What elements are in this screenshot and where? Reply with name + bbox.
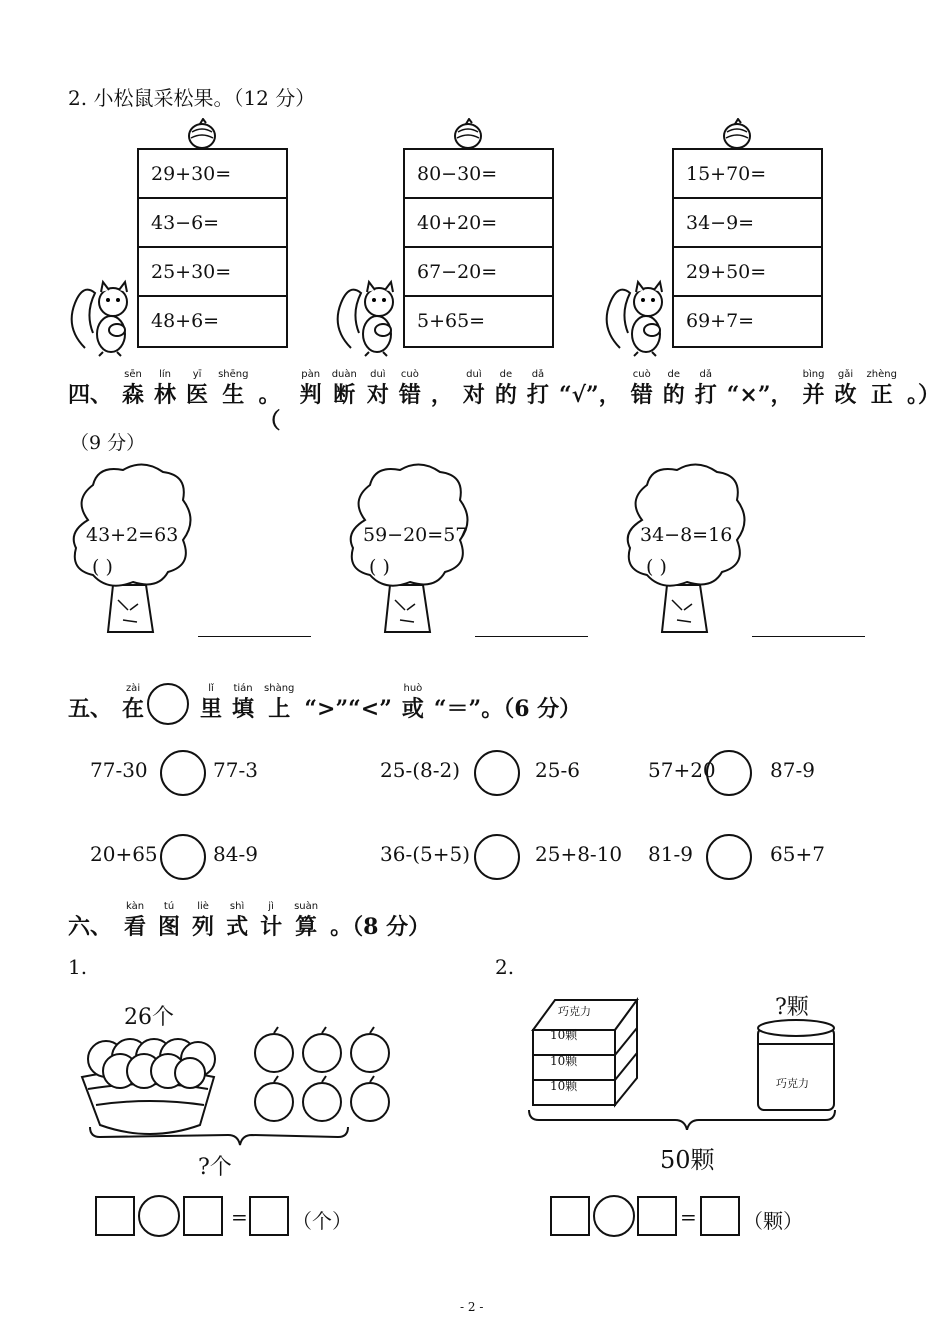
pinyin: de — [667, 369, 680, 380]
pinyin: bìng — [802, 369, 825, 380]
hanzi: 列 — [192, 914, 215, 940]
section6-title — [68, 900, 442, 940]
hanzi: 森 — [122, 382, 145, 408]
tree-icon — [622, 460, 752, 640]
q2-number: 2. — [495, 955, 515, 979]
equation-cell[interactable]: 40+20= — [405, 199, 552, 248]
hanzi: “>”“<” — [304, 696, 392, 722]
q1-number: 1. — [68, 955, 88, 979]
pinyin: dǎ — [531, 369, 545, 380]
pinyin: tú — [163, 901, 175, 912]
jar-question: ?颗 — [775, 995, 809, 1020]
correction-line[interactable] — [475, 636, 588, 637]
title-char — [122, 368, 144, 434]
pinyin: lǐ — [208, 683, 214, 694]
title-char — [434, 682, 581, 722]
equation-cell[interactable]: 80−30= — [405, 150, 552, 199]
pinecone-icon — [182, 118, 222, 150]
pinyin: huò — [403, 683, 423, 694]
title-char — [907, 368, 940, 434]
equation-cell[interactable]: 43−6= — [139, 199, 286, 248]
pinyin: duì — [466, 369, 482, 380]
title-char — [232, 682, 254, 722]
judge-paren[interactable]: ( ) — [369, 556, 390, 578]
equation-cell[interactable]: 29+30= — [139, 150, 286, 199]
title-char — [68, 900, 112, 940]
title-char — [122, 682, 144, 722]
pinyin: zài — [125, 683, 141, 694]
title-char — [258, 368, 289, 434]
hanzi: 。） — [906, 382, 940, 408]
hanzi: 。（ — [258, 382, 281, 434]
title-circle — [147, 683, 189, 725]
title-char — [402, 682, 424, 722]
pinyin: gǎi — [837, 369, 854, 380]
compare-left: 57+20 — [648, 758, 716, 782]
jar-icon — [758, 1028, 834, 1110]
compare-left: 20+65 — [90, 842, 158, 866]
hanzi: 正 — [870, 382, 893, 408]
compare-circle[interactable] — [706, 750, 752, 796]
title-char — [68, 368, 112, 434]
hanzi: 判 — [299, 382, 322, 408]
apples-illustration — [78, 1025, 408, 1195]
title-char — [835, 368, 857, 434]
compare-right: 65+7 — [770, 842, 825, 866]
page-number: - 2 - — [460, 1300, 484, 1314]
compare-right: 84-9 — [213, 842, 258, 866]
equation-cell[interactable]: 25+30= — [139, 248, 286, 297]
tree-icon — [345, 460, 475, 640]
hanzi: 打 — [694, 382, 717, 408]
title-char — [154, 368, 176, 434]
pinyin: shàng — [264, 683, 295, 694]
pinyin: liè — [197, 901, 209, 912]
pinyin: dǎ — [699, 369, 712, 380]
section4-title — [68, 368, 950, 434]
title-char — [68, 682, 112, 722]
title-char — [304, 682, 391, 722]
compare-left: 81-9 — [648, 842, 693, 866]
jar-label: 巧克力 — [776, 1077, 809, 1090]
hanzi: 或 — [401, 696, 424, 722]
hanzi: 的 — [662, 382, 685, 408]
compare-right: 25-6 — [535, 758, 580, 782]
box-lid-label: 巧克力 — [558, 1005, 591, 1018]
title-char — [527, 368, 549, 434]
hanzi: 医 — [186, 382, 209, 408]
pinyin: cuò — [632, 369, 651, 380]
hanzi: 改 — [834, 382, 857, 408]
hanzi: 上 — [268, 696, 291, 722]
tree-equation: 59−20=57 — [363, 524, 468, 546]
compare-left: 77-30 — [90, 758, 148, 782]
hanzi: 断 — [333, 382, 356, 408]
hanzi: 填 — [232, 696, 255, 722]
title-char — [264, 682, 294, 722]
title-char — [294, 900, 318, 940]
tree-equation: 43+2=63 — [86, 524, 179, 546]
basket-label: 26个 — [124, 1005, 174, 1030]
equation-cell[interactable]: 15+70= — [674, 150, 821, 199]
basket-apples — [88, 1039, 215, 1088]
equation-cell[interactable]: 5+65= — [417, 310, 486, 332]
section5-title-b — [200, 682, 591, 722]
tree-icon — [68, 460, 198, 640]
title-char — [867, 368, 897, 434]
title-char — [803, 368, 825, 434]
equation-cell[interactable]: 67−20= — [405, 248, 552, 297]
hanzi: 并 — [802, 382, 825, 408]
title-char — [192, 900, 214, 940]
equation-cell[interactable]: 69+7= — [686, 310, 755, 332]
title-char — [495, 368, 517, 434]
q2-answer-box-1[interactable] — [550, 1196, 590, 1236]
box-row-1: 10颗 — [550, 1028, 578, 1042]
q2-answer-box-2[interactable] — [637, 1196, 677, 1236]
compare-circle[interactable] — [474, 834, 520, 880]
title-char — [158, 900, 180, 940]
hanzi: 对 — [366, 382, 389, 408]
hanzi: 图 — [158, 914, 181, 940]
hanzi: 看 — [124, 914, 147, 940]
compare-right: 77-3 — [213, 758, 258, 782]
hanzi: 生 — [222, 382, 245, 408]
squirrel-icon — [331, 278, 401, 358]
compare-left: 36-(5+5) — [380, 842, 471, 866]
hanzi: “√”， — [558, 382, 621, 408]
hanzi: 六、 — [68, 914, 113, 940]
judge-paren[interactable]: ( ) — [646, 556, 667, 578]
title-char — [399, 368, 421, 434]
pinyin: pàn — [301, 369, 321, 380]
compare-circle[interactable] — [160, 834, 206, 880]
title-char — [631, 368, 653, 434]
q2-total-label: 50颗 — [660, 1146, 715, 1174]
q2-brace — [529, 1110, 835, 1130]
equation-cell[interactable]: 34−9= — [674, 199, 821, 248]
q1-total-label: ?个 — [198, 1155, 232, 1180]
hanzi: 对 — [462, 382, 485, 408]
pinyin: shì — [229, 901, 245, 912]
pinecone-column-3 — [672, 148, 823, 348]
title-char — [463, 368, 485, 434]
hanzi: “×”， — [726, 382, 793, 408]
title-char — [330, 900, 430, 940]
squirrel-icon — [600, 278, 670, 358]
title-char — [663, 368, 685, 434]
hanzi: ， — [430, 382, 453, 408]
title-char — [727, 368, 793, 434]
q1-operator-circle[interactable] — [138, 1195, 180, 1237]
pinyin: zhèng — [866, 369, 897, 380]
pinyin: duàn — [331, 369, 357, 380]
pinyin: yī — [192, 369, 202, 380]
pinyin: kàn — [125, 901, 145, 912]
q1-equals: = — [231, 1205, 248, 1229]
q2-answer-box-3[interactable] — [700, 1196, 740, 1236]
hanzi: 算 — [295, 914, 318, 940]
hanzi: 式 — [226, 914, 249, 940]
correction-line[interactable] — [198, 636, 311, 637]
title-char — [431, 368, 453, 434]
hanzi: 错 — [630, 382, 653, 408]
q2-equals: = — [680, 1205, 697, 1229]
q1-answer-box-3[interactable] — [249, 1196, 289, 1236]
hanzi: 。（8 分） — [330, 914, 431, 940]
hanzi: 错 — [398, 382, 421, 408]
title-char — [226, 900, 248, 940]
section2-heading: 2. 小松鼠采松果。（12 分） — [68, 86, 316, 110]
title-char — [300, 368, 322, 434]
equation-cell[interactable]: 48+6= — [151, 310, 220, 332]
hanzi: 计 — [260, 914, 283, 940]
pinyin: lín — [159, 369, 171, 380]
title-char — [332, 368, 357, 434]
hanzi: “＝”。（6 分） — [433, 696, 582, 722]
title-char — [695, 368, 717, 434]
pinyin: cuò — [400, 369, 419, 380]
pinyin: de — [499, 369, 513, 380]
pinecone-column-1 — [137, 148, 288, 348]
compare-right: 25+8-10 — [535, 842, 623, 866]
pinyin: duì — [370, 369, 386, 380]
hanzi: 四、 — [68, 382, 113, 408]
title-char — [218, 368, 248, 434]
compare-right: 87-9 — [770, 758, 815, 782]
hanzi: 五、 — [68, 696, 113, 722]
compare-circle[interactable] — [474, 750, 520, 796]
title-char — [200, 682, 222, 722]
q1-unit: （个） — [292, 1209, 352, 1233]
compare-left: 25-(8-2) — [380, 758, 461, 782]
box-row-2: 10颗 — [550, 1054, 578, 1068]
q2-unit: （颗） — [743, 1209, 803, 1233]
pinyin: sēn — [124, 369, 142, 380]
hanzi: 林 — [154, 382, 177, 408]
tree-equation: 34−8=16 — [640, 524, 733, 546]
pinecone-icon — [448, 118, 488, 150]
pinecone-icon — [717, 118, 757, 150]
q2-operator-circle[interactable] — [593, 1195, 635, 1237]
pinyin: suàn — [294, 901, 319, 912]
judge-paren[interactable]: ( ) — [92, 556, 113, 578]
hanzi: 里 — [200, 696, 223, 722]
box-row-3: 10颗 — [550, 1079, 578, 1093]
pinyin: tián — [233, 683, 253, 694]
hanzi: 打 — [526, 382, 549, 408]
title-char — [260, 900, 282, 940]
section4-score: （9 分） — [70, 432, 146, 454]
q1-answer-box-2[interactable] — [183, 1196, 223, 1236]
title-char — [367, 368, 389, 434]
correction-line[interactable] — [752, 636, 865, 637]
pinyin: jì — [268, 901, 274, 912]
hanzi: 在 — [122, 696, 145, 722]
title-char — [124, 900, 146, 940]
q1-answer-box-1[interactable] — [95, 1196, 135, 1236]
loose-apples — [255, 1027, 389, 1121]
hanzi: 的 — [494, 382, 517, 408]
pinyin: shēng — [218, 369, 249, 380]
squirrel-icon — [65, 278, 135, 358]
title-char — [559, 368, 621, 434]
section5-title-a — [68, 682, 154, 722]
pinecone-column-2 — [403, 148, 554, 348]
compare-circle[interactable] — [706, 834, 752, 880]
equation-cell[interactable]: 29+50= — [674, 248, 821, 297]
title-char — [186, 368, 208, 434]
compare-circle[interactable] — [160, 750, 206, 796]
